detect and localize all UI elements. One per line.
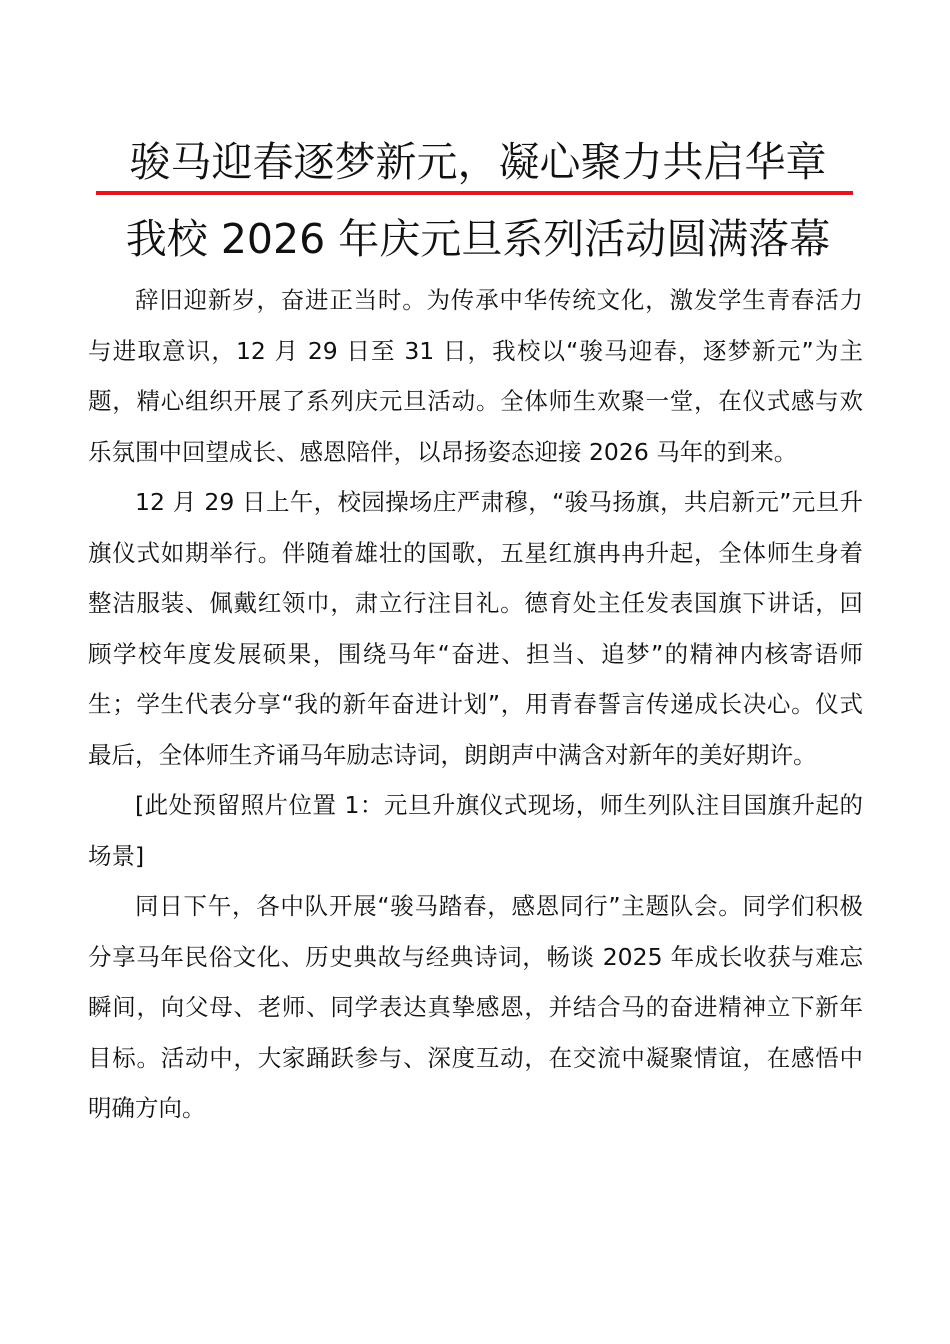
paragraph-flag-ceremony: 12 月 29 日上午，校园操场庄严肃穆，“骏马扬旗，共启新元”元旦升旗仪式如期举行。伴随着雄壮的国歌，五星红旗冉冉升起，全体师生身着整洁服装、佩戴红领巾，肃立行注目礼。德育处主任发表国旗下讲话，回顾学校年度发展硕果，围绕马年“奋进、担当、追梦”的精神内核寄语师生；学生代表分享“我的新年奋进计划”，用青春誓言传递成长决心。仪式最后，全体师生齐诵马年励志诗词，朗朗声中满含对新年的美好期许。: [88, 488, 863, 769]
document-title: 骏马迎春逐梦新元，凝心聚力共启华章: [129, 138, 827, 186]
article-body: [88, 275, 863, 1134]
title-divider: [96, 191, 853, 195]
document-subtitle: 我校 2026 年庆元旦系列活动圆满落幕: [125, 215, 831, 263]
paragraph-team-meeting: 同日下午，各中队开展“骏马踏春，感恩同行”主题队会。同学们积极分享马年民俗文化、历史典故与经典诗词，畅谈 2025 年成长收获与难忘瞬间，向父母、老师、同学表达真挚感恩，并结合马的奋进精神立下新年目标。活动中，大家踊跃参与、深度互动，在交流中凝聚情谊，在感悟中明确方向。: [88, 892, 863, 1122]
photo-placeholder-note: [此处预留照片位置 1：元旦升旗仪式现场，师生列队注目国旗升起的场景]: [88, 791, 863, 870]
paragraph-intro: 辞旧迎新岁，奋进正当时。为传承中华传统文化，激发学生青春活力与进取意识，12 月 29 日至 31 日，我校以“骏马迎春，逐梦新元”为主题，精心组织开展了系列庆元旦活动。全体师生欢聚一堂，在仪式感与欢乐氛围中回望成长、感恩陪伴，以昂扬姿态迎接 2026 马年的到来。: [88, 286, 863, 466]
